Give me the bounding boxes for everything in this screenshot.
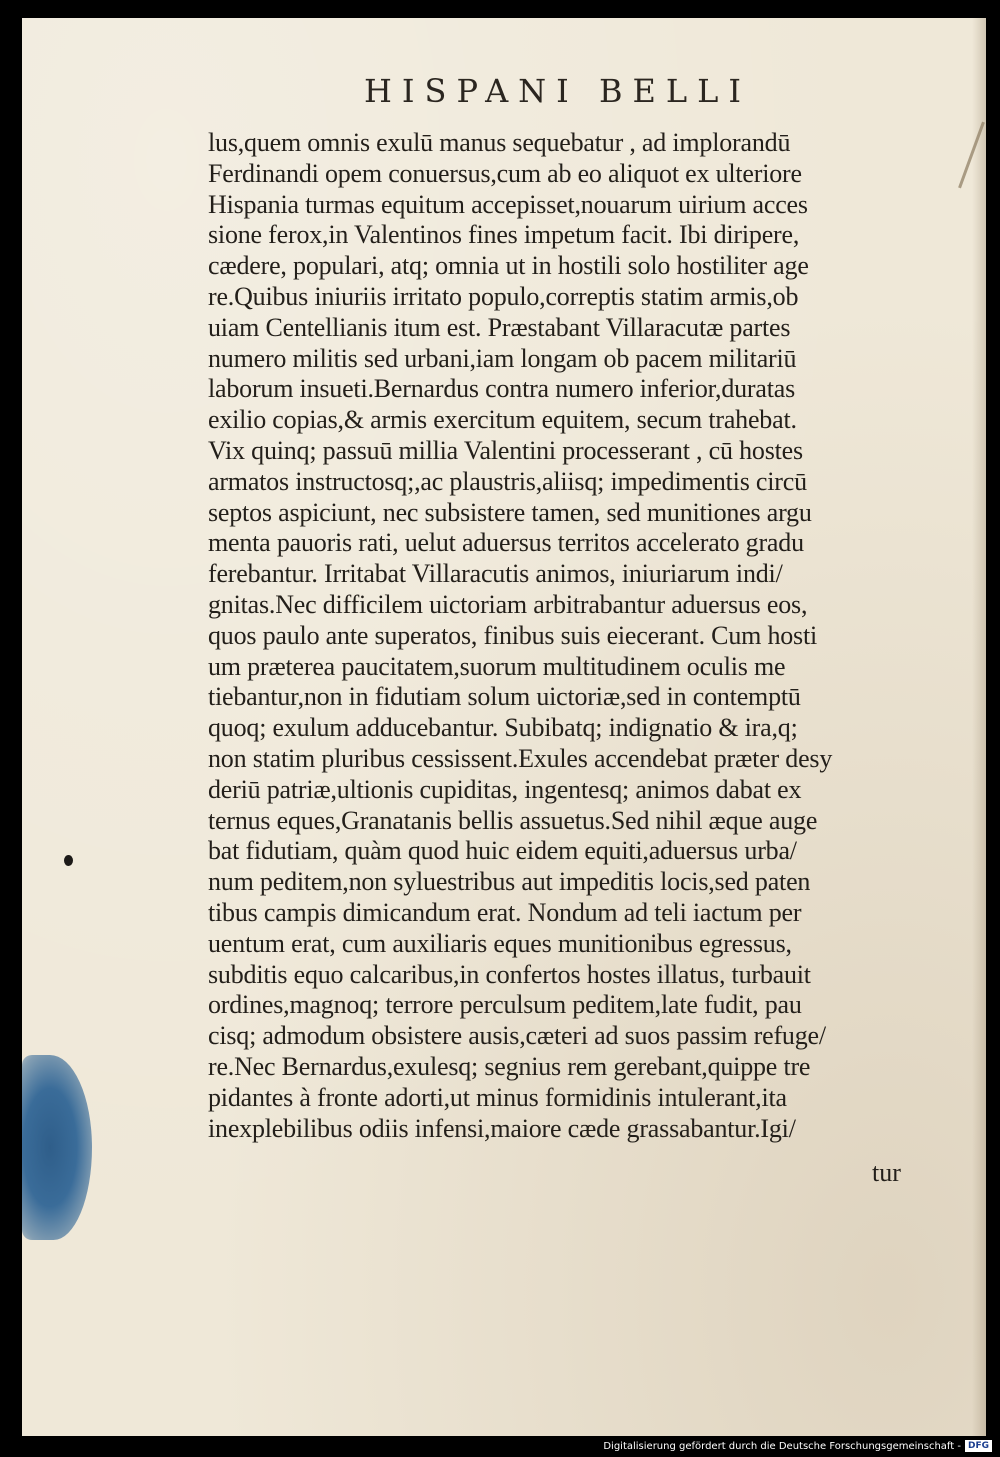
text-line: quoq; exulum adducebantur. Subibatq; indignatio & ira,q;	[208, 713, 798, 743]
text-line: gnitas.Nec difficilem uictoriam arbitrabantur aduersus eos,	[208, 589, 808, 619]
text-line: Vix quinq; passuū millia Valentini processerant , cū hostes	[208, 435, 803, 465]
text-line: quos paulo ante superatos, finibus suis eiecerant. Cum hosti	[208, 620, 818, 650]
text-line: subditis equo calcaribus,in confertos hostes illatus, turbauit	[208, 959, 811, 989]
text-line: bat fidutiam, quàm quod huic eidem equiti,aduersus urba/	[208, 836, 797, 866]
text-line: uiam Centellianis itum est. Præstabant Villaracutæ partes	[208, 312, 791, 342]
text-line: armatos instructosq;,ac plaustris,aliisq; impedimentis circū	[208, 466, 807, 496]
text-line: septos aspiciunt, nec subsistere tamen, sed munitiones argu	[208, 497, 812, 527]
text-line: ternus eques,Granatanis bellis assuetus.Sed nihil æque auge	[208, 805, 818, 835]
page-edge-shadow	[972, 18, 986, 1436]
text-line: Ferdinandi opem conuersus,cum ab eo aliquot ex ulteriore	[208, 158, 802, 188]
text-line: tibus campis dimicandum erat. Nondum ad teli iactum per	[208, 897, 802, 927]
text-line: deriū patriæ,ultionis cupiditas, ingentesq; animos dabat ex	[208, 774, 802, 804]
text-line: cædere, populari, atq; omnia ut in hostili solo hostiliter age	[208, 251, 809, 281]
text-line: cisq; admodum obsistere ausis,cæteri ad suos passim refuge/	[208, 1021, 826, 1051]
text-line: menta pauoris rati, uelut aduersus territos accelerato gradu	[208, 528, 804, 558]
dfg-logo: DFG	[965, 1440, 992, 1452]
text-line: inexplebilibus odiis infensi,maiore cæde grassabantur.Igi/	[208, 1113, 796, 1143]
text-line: non statim pluribus cessissent.Exules accendebat præter desy	[208, 743, 833, 773]
credit-text: Digitalisierung gefördert durch die Deutsche Forschungsgemeinschaft -	[603, 1440, 961, 1452]
digitization-credit	[603, 1440, 992, 1452]
text-line: exilio copias,& armis exercitum equitem, secum trahebat.	[208, 405, 797, 435]
catchword: tur	[872, 1158, 901, 1187]
text-line: pidantes à fronte adorti,ut minus formidinis intulerant,ita	[208, 1082, 787, 1112]
body-text	[208, 128, 928, 1144]
text-line: sione ferox,in Valentinos fines impetum facit. Ibi diripere,	[208, 220, 800, 250]
text-line: tiebantur,non in fidutiam solum uictoriæ,sed in contemptū	[208, 682, 801, 712]
text-line: re.Quibus iniuriis irritato populo,correptis statim armis,ob	[208, 281, 799, 311]
text-line: laborum insueti.Bernardus contra numero inferior,duratas	[208, 374, 796, 404]
text-line: ordines,magnoq; terrore perculsum peditem,late fudit, pau	[208, 990, 802, 1020]
margin-dot-mark	[64, 855, 73, 866]
text-line: ferebantur. Irritabat Villaracutis animos, iniuriarum indi/	[208, 559, 783, 589]
text-line: um præterea paucitatem,suorum multitudinem oculis me	[208, 651, 786, 681]
text-line: num peditem,non syluestribus aut impeditis locis,sed paten	[208, 867, 811, 897]
text-line: re.Nec Bernardus,exulesq; segnius rem gerebant,quippe tre	[208, 1051, 811, 1081]
text-line: numero militis sed urbani,iam longam ob pacem militariū	[208, 343, 797, 373]
running-title: HISPANI BELLI	[364, 72, 751, 110]
text-line: lus,quem omnis exulū manus sequebatur , ad implorandū	[208, 128, 791, 157]
text-line: Hispania turmas equitum accepisset,nouarum uirium acces	[208, 189, 808, 219]
text-line: uentum erat, cum auxiliaris eques munitionibus egressus,	[208, 928, 792, 958]
